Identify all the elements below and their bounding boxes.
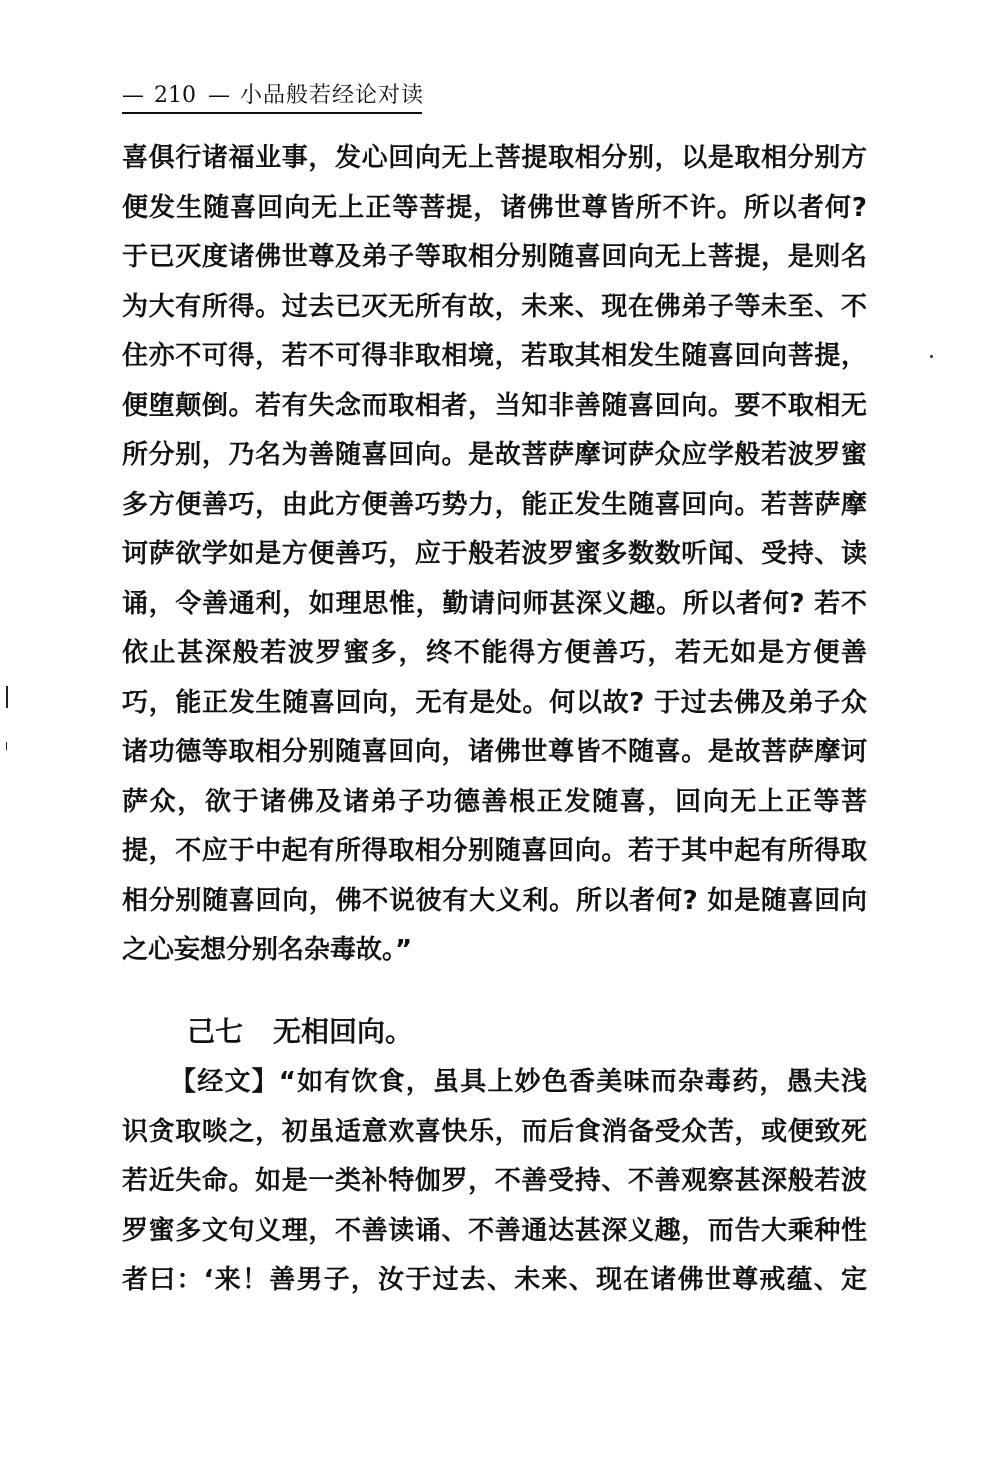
text-line: 之心妄想分别名杂毒故。” xyxy=(122,935,413,965)
body-paragraph xyxy=(122,134,867,976)
text-line: 相分别随喜回向，佛不说彼有大义利。所以者何? 如是随喜回向 xyxy=(122,885,867,916)
text-line: 便发生随喜回向无上正等菩提，诸佛世尊皆所不许。所以者何? xyxy=(122,192,867,223)
text-line: 者曰：‘来！善男子，汝于过去、未来、现在诸佛世尊戒蕴、定 xyxy=(122,1265,867,1295)
text-line: 罗蜜多文句义理，不善读诵、不善通达甚深义趣，而告大乘种性 xyxy=(122,1215,867,1246)
running-header xyxy=(122,82,425,114)
header-dash-left: — xyxy=(122,83,144,108)
sutra-paragraph xyxy=(122,1058,867,1306)
text-line: 所分别，乃名为善随喜回向。是故菩萨摩诃萨众应学般若波罗蜜 xyxy=(122,440,867,470)
scan-speck xyxy=(930,355,933,358)
text-line: 诃萨欲学如是方便善巧，应于般若波罗蜜多数数听闻、受持、读 xyxy=(122,539,867,569)
text-line: 萨众，欲于诸佛及诸弟子功德善根正发随喜，回向无上正等菩 xyxy=(122,786,867,817)
header-dash-right: — xyxy=(208,83,230,108)
text-line: 便堕颠倒。若有失念而取相者，当知非善随喜回向。要不取相无 xyxy=(122,390,867,421)
text-line: 诸功德等取相分别随喜回向，诸佛世尊皆不随喜。是故菩萨摩诃 xyxy=(122,737,867,767)
text-line: 为大有所得。过去已灭无所有故，未来、现在佛弟子等未至、不 xyxy=(122,291,867,322)
text-line: 喜俱行诸福业事，发心回向无上菩提取相分别，以是取相分别方 xyxy=(122,143,867,173)
text-line: 住亦不可得，若不可得非取相境，若取其相发生随喜回向菩提， xyxy=(122,341,867,371)
text-line: 识贪取啖之，初虽适意欢喜快乐，而后食消备受众苦，或便致死 xyxy=(122,1116,867,1147)
text-line: 于已灭度诸佛世尊及弟子等取相分别随喜回向无上菩提，是则名 xyxy=(122,242,867,272)
scan-margin-mark xyxy=(6,742,7,750)
section-number: 己七 xyxy=(187,1015,244,1048)
scan-margin-mark xyxy=(6,686,8,708)
page-number: 210 xyxy=(154,83,196,108)
section-heading xyxy=(187,1012,413,1052)
text-line: 多方便善巧，由此方便善巧势力，能正发生随喜回向。若菩萨摩 xyxy=(122,489,867,520)
text-line: 诵，令善通利，如理思惟，勤请问师甚深义趣。所以者何? 若不 xyxy=(122,588,867,619)
text-line: 提，不应于中起有所得取相分别随喜回向。若于其中起有所得取 xyxy=(122,836,867,866)
section-title: 无相回向。 xyxy=(273,1015,414,1048)
text-line: 若近失命。如是一类补特伽罗，不善受持、不善观察甚深般若波 xyxy=(122,1166,867,1196)
text-line: 【经文】“如有饮食，虽具上妙色香美味而杂毒药，愚夫浅 xyxy=(170,1067,867,1097)
text-line: 依止甚深般若波罗蜜多，终不能得方便善巧，若无如是方便善 xyxy=(122,638,867,668)
book-title: 小品般若经论对读 xyxy=(240,83,425,108)
text-line: 巧，能正发生随喜回向，无有是处。何以故? 于过去佛及弟子众 xyxy=(122,687,867,718)
